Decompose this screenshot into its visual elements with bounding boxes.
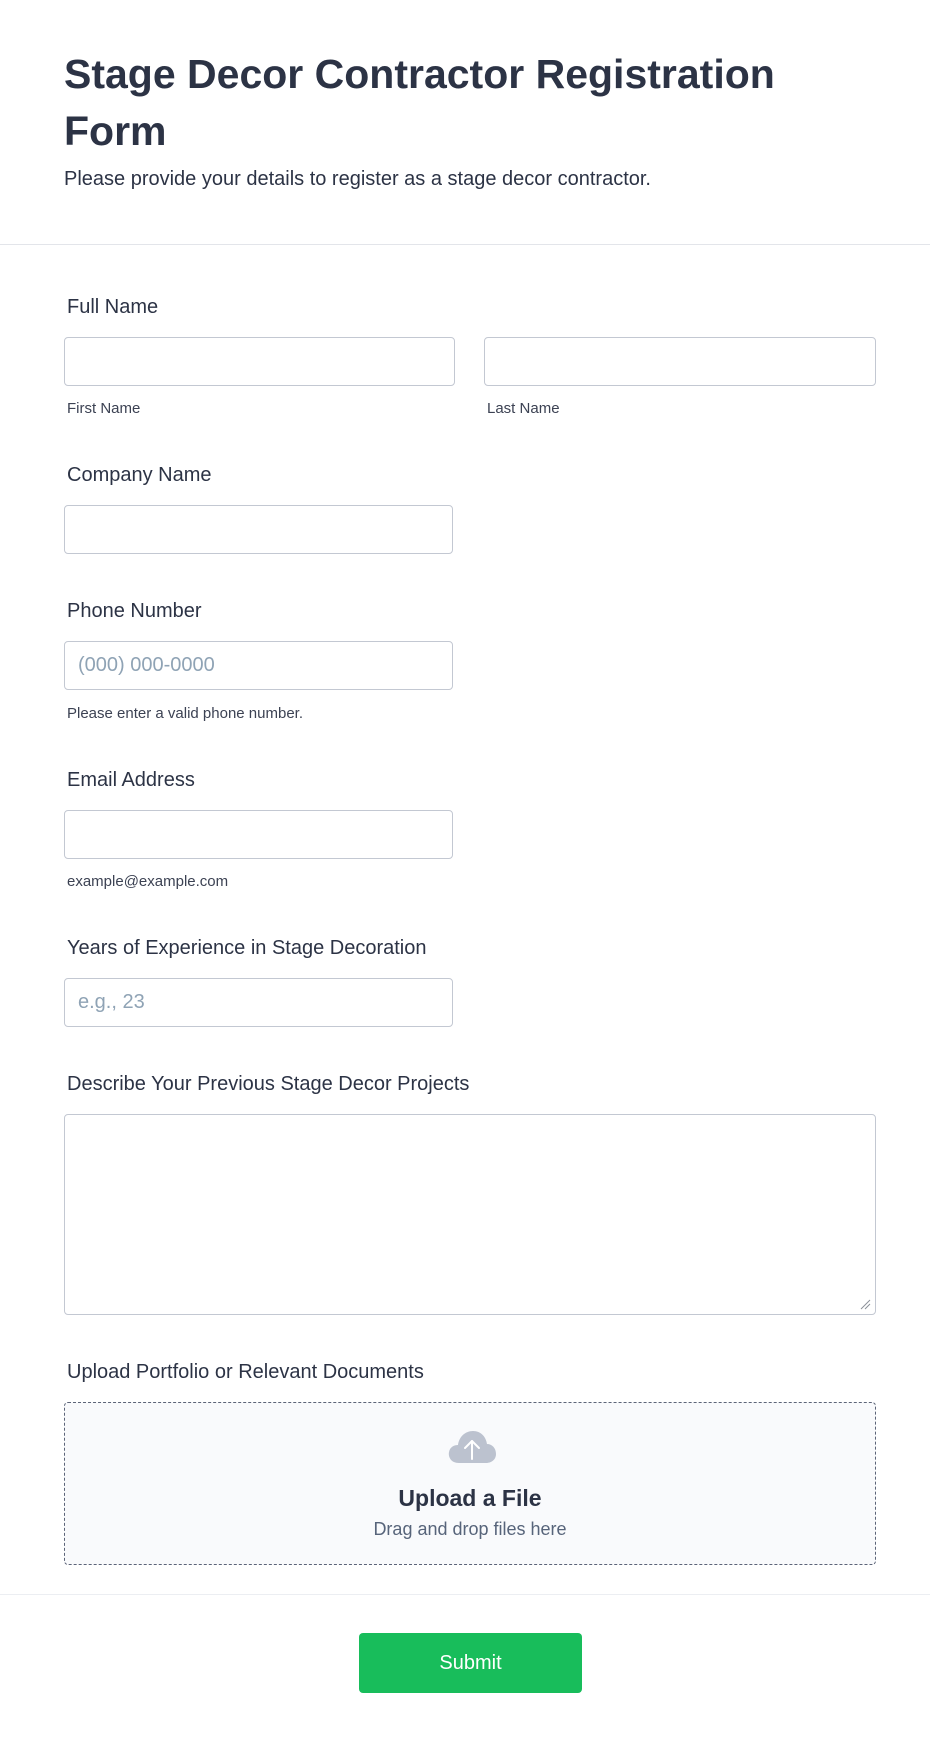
resize-grip-icon[interactable] (859, 1298, 871, 1310)
last-name-sublabel: Last Name (487, 400, 560, 417)
projects-label: Describe Your Previous Stage Decor Projects (67, 1073, 470, 1095)
experience-label: Years of Experience in Stage Decoration (67, 937, 427, 959)
form-title: Stage Decor Contractor Registration Form (64, 51, 775, 154)
company-name-label: Company Name (67, 464, 212, 486)
last-name-input[interactable] (484, 337, 876, 386)
upload-label: Upload Portfolio or Relevant Documents (67, 1361, 424, 1383)
email-hint: example@example.com (67, 873, 229, 890)
phone-hint: Please enter a valid phone number. (67, 705, 303, 722)
form-subtitle: Please provide your details to register as a stage decor contractor. (64, 168, 651, 190)
email-input[interactable] (64, 810, 453, 859)
upload-hint: Drag and drop files here (373, 1519, 567, 1539)
experience-input[interactable] (64, 978, 453, 1027)
cloud-upload-icon (447, 1429, 497, 1465)
submit-button[interactable]: Submit (359, 1633, 582, 1693)
upload-title: Upload a File (398, 1485, 542, 1511)
phone-number-input[interactable] (64, 641, 453, 690)
projects-textarea[interactable] (64, 1114, 876, 1315)
first-name-sublabel: First Name (67, 400, 141, 417)
footer-divider (0, 1594, 930, 1595)
company-name-input[interactable] (64, 505, 453, 554)
first-name-input[interactable] (64, 337, 455, 386)
file-upload-dropzone[interactable] (64, 1402, 876, 1565)
full-name-label: Full Name (67, 296, 159, 318)
phone-number-label: Phone Number (67, 600, 202, 622)
form-header (0, 0, 930, 245)
email-address-label: Email Address (67, 769, 195, 791)
